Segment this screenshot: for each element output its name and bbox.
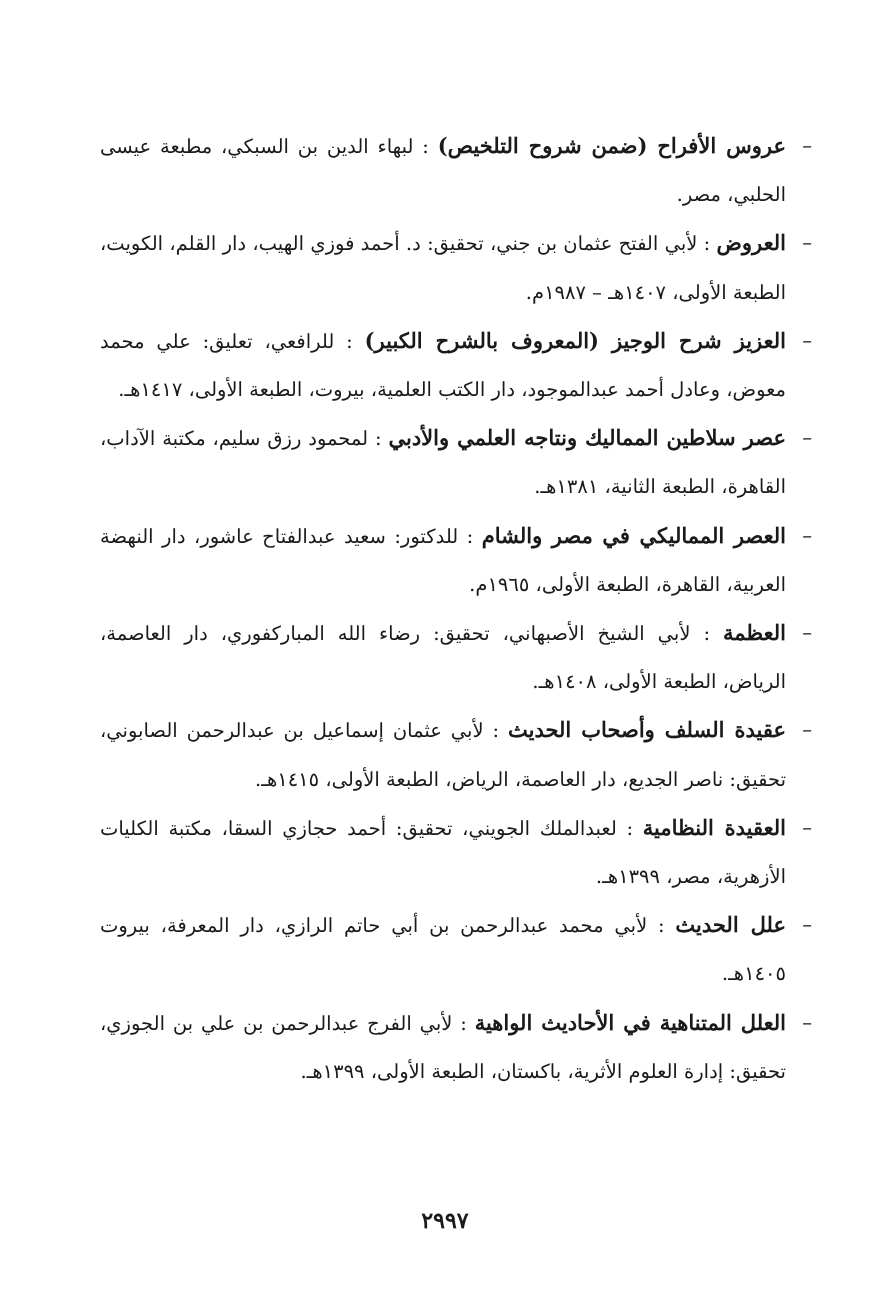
entry-dash: – xyxy=(802,815,812,839)
bibliography-entry xyxy=(100,706,812,803)
entry-title: العروض xyxy=(716,230,786,256)
bibliography-entry xyxy=(100,317,812,414)
entry-details: : لبهاء الدين بن السبكي، مطبعة عيسى الحلبي، مصر. xyxy=(100,135,786,207)
entry-details: : لأبي عثمان إسماعيل بن عبدالرحمن الصابوني، تحقيق: ناصر الجديع، دار العاصمة، الرياض، الطبعة الأولى، ١٤١٥هـ. xyxy=(100,719,786,791)
entry-title: العظمة xyxy=(722,620,786,646)
bibliography-entry xyxy=(100,609,812,706)
entry-title: علل الحديث xyxy=(675,912,786,938)
entry-title: العلل المتناهية في الأحاديث الواهية xyxy=(474,1009,787,1035)
entry-details: : لأبي الشيخ الأصبهاني، تحقيق: رضاء الله المباركفوري، دار العاصمة، الرياض، الطبعة الأولى، ١٤٠٨هـ. xyxy=(100,622,786,694)
entry-dash: – xyxy=(802,523,812,547)
bibliography-entry xyxy=(100,999,812,1096)
bibliography-entry xyxy=(100,414,812,511)
bibliography-entry xyxy=(100,122,812,219)
entry-details: : لعبدالملك الجويني، تحقيق: أحمد حجازي السقا، مكتبة الكليات الأزهرية، مصر، ١٣٩٩هـ. xyxy=(100,816,786,889)
entry-title: عروس الأفراح (ضمن شروح التلخيص) xyxy=(437,133,786,158)
entry-dash: – xyxy=(802,231,812,255)
bibliography-entry xyxy=(100,804,812,901)
bibliography-entry xyxy=(100,219,812,316)
entry-details: : للدكتور: سعيد عبدالفتاح عاشور، دار النهضة العربية، القاهرة، الطبعة الأولى، ١٩٦٥م. xyxy=(100,524,786,596)
bibliography-entry xyxy=(100,901,812,998)
entry-title: عصر سلاطين المماليك ونتاجه العلمي والأدبي xyxy=(388,425,786,451)
entry-dash: – xyxy=(802,1010,812,1034)
entry-details: : لمحمود رزق سليم، مكتبة الآداب، القاهرة، الطبعة الثانية، ١٣٨١هـ. xyxy=(100,427,786,499)
entry-title: العصر المماليكي في مصر والشام xyxy=(481,522,786,548)
entry-details: : لأبي الفتح عثمان بن جني، تحقيق: د. أحمد فوزي الهيب، دار القلم، الكويت، الطبعة الأولى، ١٤٠٧هـ – ١٩٨٧م. xyxy=(100,232,786,304)
entry-dash: – xyxy=(802,913,812,937)
entry-details: : للرافعي، تعليق: علي محمد معوض، وعادل أحمد عبدالموجود، دار الكتب العلمية، بيروت، الطبعة الأولى، ١٤١٧هـ. xyxy=(100,329,786,402)
entry-dash: – xyxy=(802,328,812,352)
bibliography-list xyxy=(100,122,812,1096)
page-number: ٢٩٩٧ xyxy=(421,1208,469,1234)
entry-title: العقيدة النظامية xyxy=(642,814,786,840)
entry-details: : لأبي الفرج عبدالرحمن بن علي بن الجوزي، تحقيق: إدارة العلوم الأثرية، باكستان، الطبعة الأولى، ١٣٩٩هـ. xyxy=(100,1011,786,1083)
entry-title: عقيدة السلف وأصحاب الحديث xyxy=(507,717,786,743)
entry-dash: – xyxy=(802,426,812,450)
entry-dash: – xyxy=(802,134,812,157)
entry-dash: – xyxy=(802,718,812,742)
entry-details: : لأبي محمد عبدالرحمن بن أبي حاتم الرازي، دار المعرفة، بيروت ١٤٠٥هـ. xyxy=(100,914,786,986)
bibliography-entry xyxy=(100,512,812,609)
entry-dash: – xyxy=(802,621,812,645)
entry-title: العزيز شرح الوجيز (المعروف بالشرح الكبير) xyxy=(364,327,786,353)
